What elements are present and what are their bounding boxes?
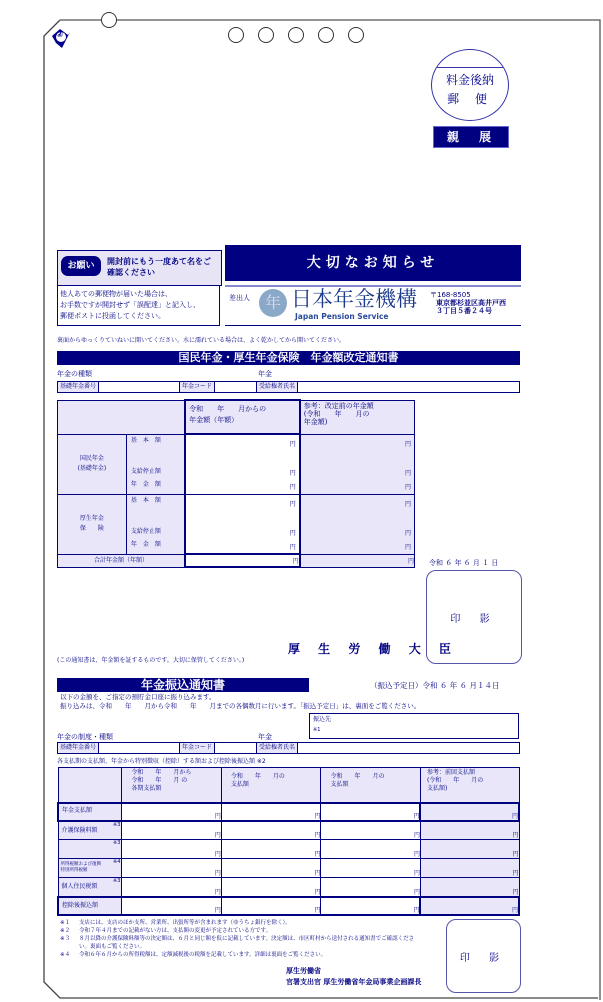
transfer-table: [57, 767, 520, 916]
seal-stamp-1: 印 影: [426, 570, 522, 664]
recipient-name-label: 受給権者氏名: [256, 381, 298, 393]
banner-rule-bottom: [225, 325, 521, 326]
footnote: ※２ 令和７年４月までの記載がない方は、支払額の変更が予定されている方です。: [60, 928, 272, 934]
punch-hole: [348, 27, 364, 43]
personal-label: 親 展: [433, 126, 509, 148]
pension-code-field[interactable]: [224, 743, 254, 752]
total-row: 合計年金額（年額） 円 円: [58, 554, 415, 567]
col-header: 令和 年 月から 令和 年 月 の 各期支払額: [122, 768, 222, 803]
table-row: 個人住民税額 ※3 円 円 円 円: [58, 878, 519, 897]
footnotes: [60, 919, 425, 959]
footnote: ※４ 令和６年６月からの所得税額は、定額減税後の税額を記載しています。詳細は裏面をご覧ください。: [60, 952, 327, 958]
new-amount-header: 令和 年 月からの 年金額（年額）: [185, 400, 300, 434]
basic-number-label: 基礎年金番号: [57, 381, 99, 393]
org-name-ja: 日本年金機構: [291, 287, 417, 311]
transfer-notice-title: 年金振込通知書: [57, 678, 309, 692]
sender-address: 〒168-8505 東京都杉並区高井戸西 ３丁目５番２４号: [430, 291, 506, 315]
scheduled-date: （振込予定日）令和 ６ 年 ６ 月１４日: [370, 681, 500, 690]
table-caption: 各支払期の支払額、年金から特別徴収（控除）する額および控除後振込額 ※2: [57, 758, 266, 765]
org-name-en: Japan Pension Service: [295, 312, 389, 321]
keep-note: (この通知書は、年金額を証するものです。大切に保管してください。): [57, 657, 245, 664]
col-header: 参考：前回支払額 (令和 年 月の 支払額): [420, 768, 519, 803]
national-pension-group: 国民年金 (基礎年金) 基 本 額 支給停止額 年 金 額 円 円 円 円 円 円: [58, 434, 415, 494]
punch-hole: [228, 27, 244, 43]
open-instructions: 裏面からゆっくりていねいに開いてください。水に濡れている場合は、よく乾かしてから開いてください。: [57, 337, 345, 344]
table-row: 所得税額および復興特別所得税額 ※4 円 円 円 円: [58, 859, 519, 878]
pension-code-label: 年金コード: [179, 742, 215, 754]
punch-hole: [288, 27, 304, 43]
corner-badge-icon: ②: [50, 28, 72, 50]
basic-number-field[interactable]: [114, 743, 174, 752]
table-row: 控除後振込額 円 円 円 円: [58, 897, 519, 915]
notice-box: [57, 250, 222, 286]
pension-code-label: 年金コード: [179, 381, 215, 393]
new-amount-cell[interactable]: 円 円 円: [185, 434, 300, 494]
recipient-name-field[interactable]: [310, 743, 510, 752]
issuer-ministry: 厚生労働省: [286, 967, 321, 975]
notice-body: 他人あての郵便物が届いた場合は、 お手数ですが開封せず「誤配達」と記入し、 郵便ポストに投函してください。: [57, 286, 220, 326]
table-row: 年金支払額 円 円 円 円: [58, 803, 519, 821]
new-amount-cell[interactable]: 円 円 円: [185, 494, 300, 554]
col-header: 令和 年 月の 支払額: [321, 768, 421, 803]
employee-pension-group: 厚生年金 保 険 基 本 額 支給停止額 年 金 額 円 円 円 円 円 円: [58, 494, 415, 554]
revision-table: [57, 399, 415, 568]
notice-heading: 開封前にもう一度あて名をご確認ください: [107, 257, 211, 277]
group-name: 国民年金 (基礎年金): [58, 434, 127, 494]
ref-amount-cell[interactable]: 円 円 円: [300, 494, 415, 554]
table-row: ※3 円 円 円 円: [58, 840, 519, 859]
issuer-minister: 厚 生 労 働 大 臣: [288, 642, 458, 656]
sender-label: 差出人: [229, 294, 250, 302]
important-notice-banner: 大切なお知らせ: [225, 245, 521, 281]
basic-number-label: 基礎年金番号: [57, 742, 99, 754]
seal-stamp-2: 印 影: [446, 919, 521, 993]
footnote: ※３ ８月以降の介護保険料額等の決定額は、６月と同じ額を仮に記載しています。決定額は、市区町村から送付される通知書でご確認ください。裏面もご覧ください。: [60, 936, 415, 950]
transfer-intro-1: 以下の金額を、ご指定の預貯金口座に振り込みます。: [60, 693, 216, 701]
notice-badge: お願い: [61, 256, 101, 276]
revision-notice-title: 国民年金・厚生年金保険 年金額改定通知書: [57, 351, 520, 365]
pension-code-field[interactable]: [224, 382, 254, 391]
recipient-name-field[interactable]: [310, 382, 510, 391]
col-header: 令和 年 月の 支払額: [221, 768, 321, 803]
revision-id-row: [57, 381, 520, 393]
ref-amount-header: 参考：改定前の年金額 (令和 年 月の 年金額): [300, 400, 415, 434]
pension-label-2: 年金: [258, 733, 272, 741]
jps-logo-icon: 年: [259, 289, 287, 317]
postage-mark: 料金後納 郵 便: [431, 49, 509, 121]
pension-label: 年金: [258, 370, 272, 378]
transfer-id-row: [57, 742, 520, 754]
pension-type-label: 年金の種類: [57, 370, 92, 378]
group-name: 厚生年金 保 険: [58, 494, 127, 554]
issuer-officer: 官署支出官 厚生労働省年金局事業企画課長: [286, 978, 422, 986]
punch-hole: [101, 12, 117, 28]
recipient-name-label: 受給権者氏名: [256, 742, 298, 754]
punch-hole: [318, 27, 334, 43]
transfer-intro-2: 振り込みは、令和 年 月から令和 年 月までの各偶数月に行います。「振込予定日」は、裏面をご覧ください。: [60, 702, 421, 710]
table-row: 介護保険料額 ※3 円 円 円 円: [58, 821, 519, 840]
ref-amount-cell[interactable]: 円 円 円: [300, 434, 415, 494]
footnote: ※１ 支店には、支店のほか支所、営業所、出張所等が含まれます（ゆうちょ銀行を除く）。: [60, 920, 291, 926]
destination-box[interactable]: 振込先 ※1: [309, 713, 519, 739]
system-type-label: 年金の制度・種類: [57, 733, 113, 741]
punch-hole: [258, 27, 274, 43]
revision-date: 令和 ６ 年 ６ 月 １ 日: [429, 559, 499, 567]
